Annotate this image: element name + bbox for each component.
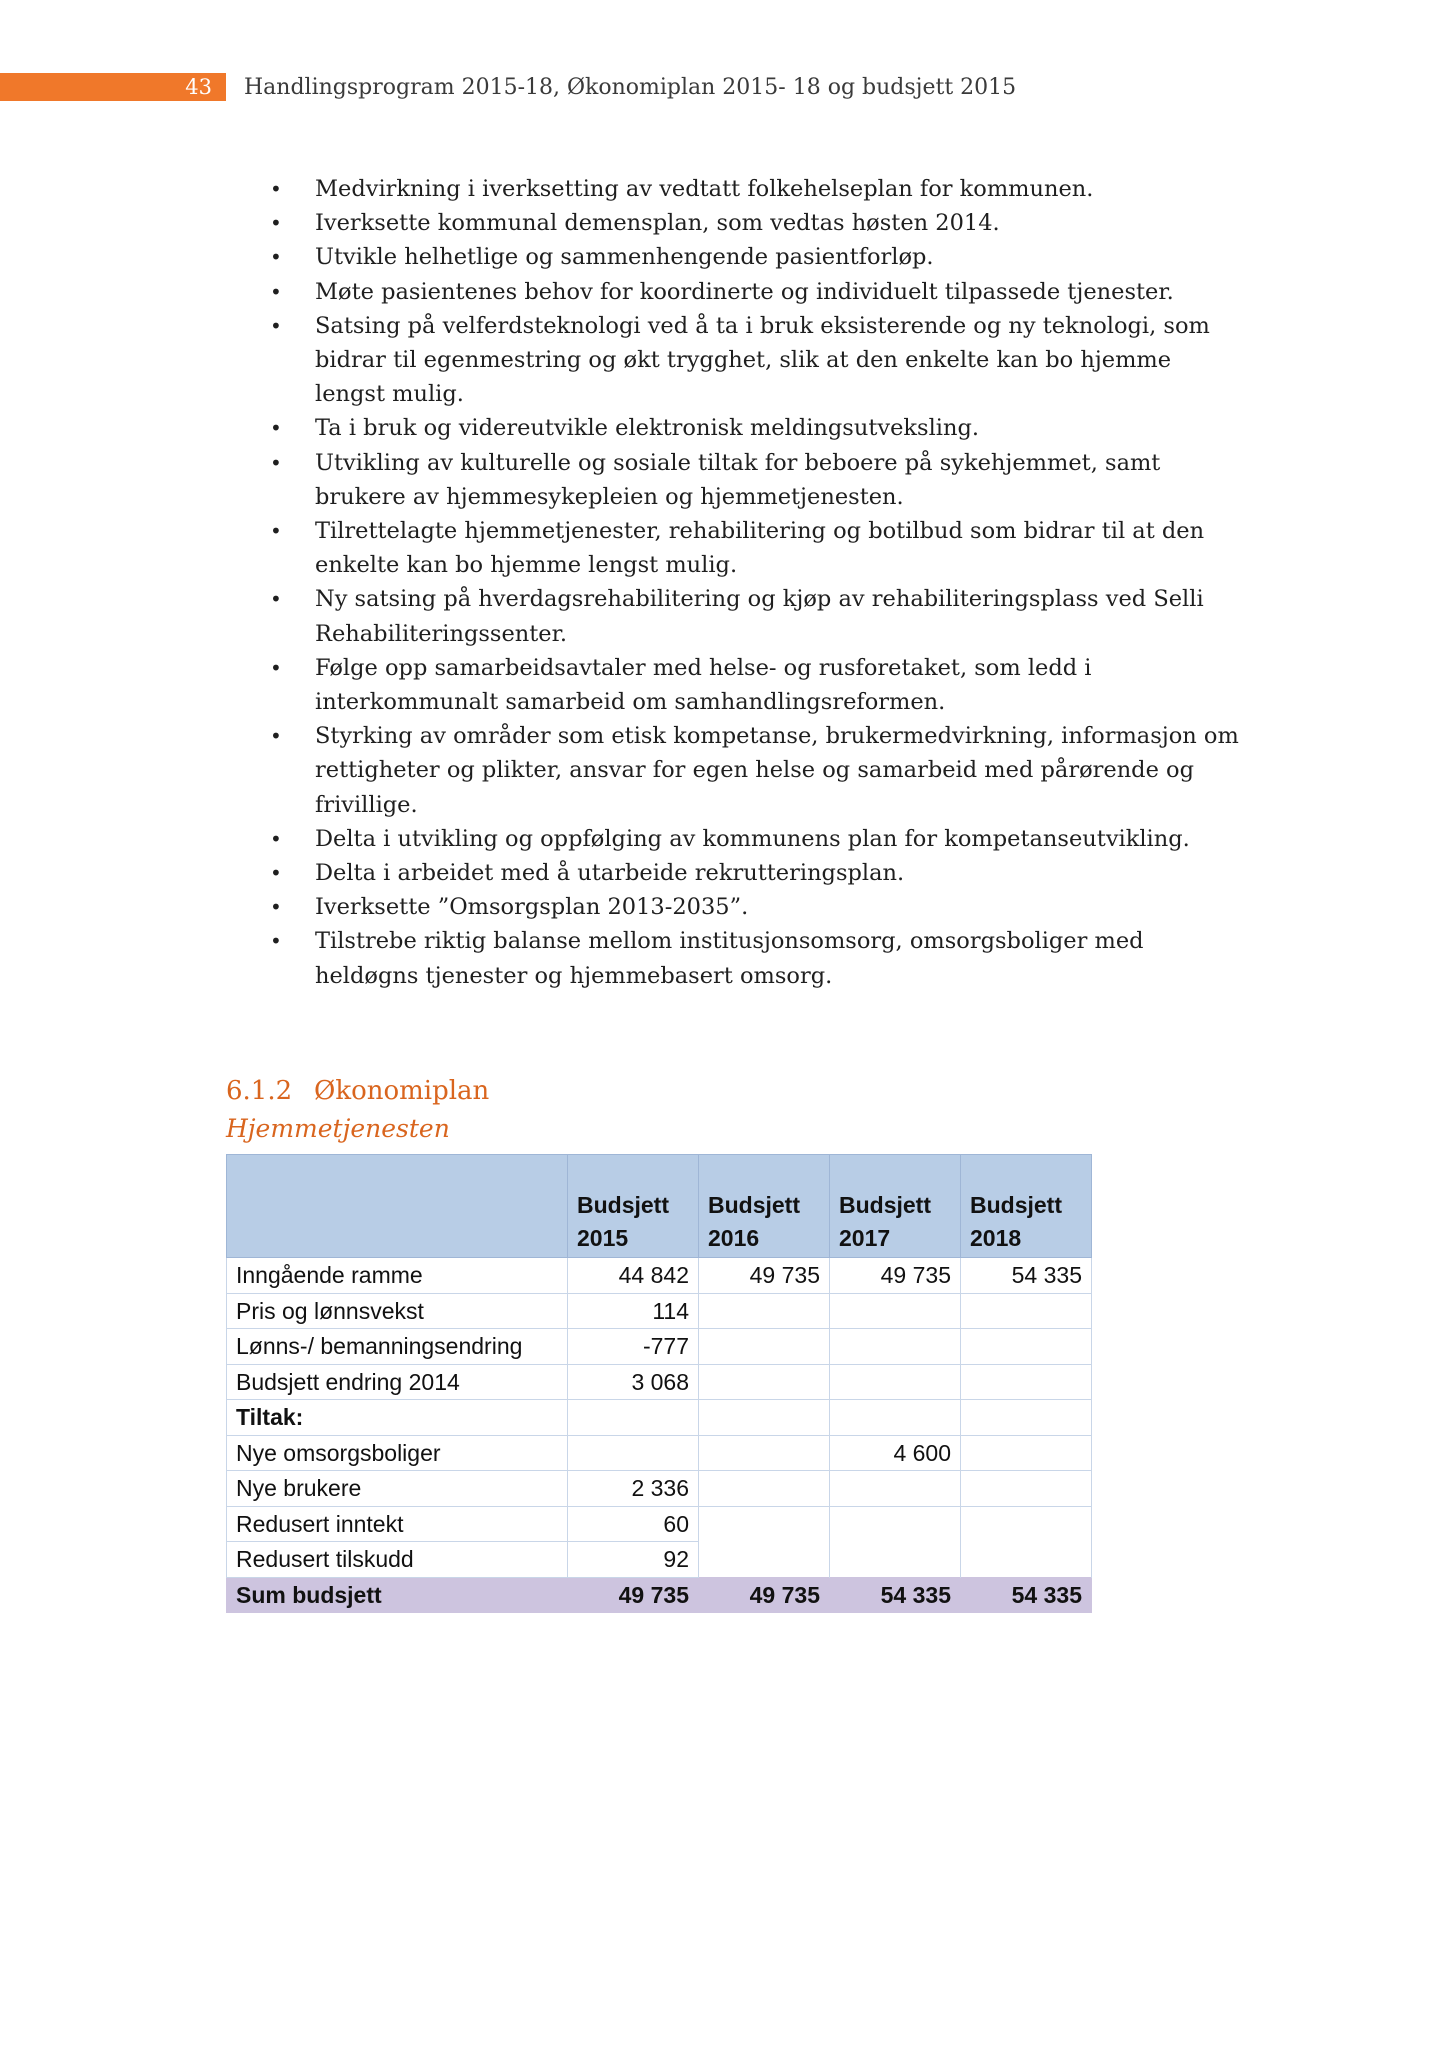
value-cell xyxy=(699,1364,830,1400)
cell-value: 114 xyxy=(652,1297,689,1324)
value-cell xyxy=(830,1329,961,1365)
table-row xyxy=(227,1506,1092,1542)
value-cell xyxy=(830,1577,961,1613)
bullet-dot-icon: • xyxy=(270,177,282,201)
bullet-dot-icon: • xyxy=(270,450,282,475)
row-label: Redusert tilskudd xyxy=(236,1546,414,1572)
bullet-item xyxy=(260,514,1260,582)
cell-value: 60 xyxy=(663,1510,689,1537)
bullet-line: Iverksette kommunal demensplan, som vedtas høsten 2014. xyxy=(315,210,1000,237)
bullet-dot-icon: • xyxy=(270,929,282,954)
bullet-item xyxy=(260,719,1260,822)
running-title: Handlingsprogram 2015-18, Økonomiplan 2015- 18 og budsjett 2015 xyxy=(244,75,1017,100)
row-label-cell xyxy=(227,1577,568,1613)
value-cell xyxy=(961,1293,1092,1329)
value-cell xyxy=(568,1258,699,1294)
table-header-row xyxy=(227,1155,1092,1258)
table-row xyxy=(227,1435,1092,1471)
bullet-dot-icon: • xyxy=(270,245,282,270)
bullet-line: Delta i arbeidet med å utarbeide rekrutteringsplan. xyxy=(315,860,905,887)
header-text: Budsjett 2015 xyxy=(577,1192,669,1251)
table-row xyxy=(227,1258,1092,1294)
value-cell xyxy=(568,1506,699,1542)
value-cell xyxy=(568,1364,699,1400)
table-row xyxy=(227,1293,1092,1329)
bullet-item xyxy=(260,582,1260,650)
bullet-line: frivillige. xyxy=(315,791,418,818)
bullet-dot-icon: • xyxy=(270,416,282,441)
header-text: Budsjett 2016 xyxy=(708,1192,800,1251)
bullet-line: interkommunalt samarbeid om samhandlingsreformen. xyxy=(315,689,946,716)
table-row xyxy=(227,1329,1092,1365)
row-label: Nye brukere xyxy=(236,1475,362,1501)
bullet-line: Medvirkning i iverksetting av vedtatt folkehelseplan for kommunen. xyxy=(315,176,1094,202)
value-cell xyxy=(699,1577,830,1613)
bullet-item xyxy=(260,240,1260,274)
value-cell xyxy=(961,1329,1092,1365)
value-cell xyxy=(830,1471,961,1507)
header-cell xyxy=(568,1155,699,1258)
value-cell xyxy=(961,1542,1092,1578)
header-cell xyxy=(699,1155,830,1258)
bullet-dot-icon: • xyxy=(270,861,282,886)
header-cell xyxy=(961,1155,1092,1258)
bullet-item xyxy=(260,309,1260,412)
bullet-line: lengst mulig. xyxy=(315,381,464,408)
bullet-item xyxy=(260,822,1260,856)
section-heading xyxy=(226,1076,489,1106)
header-text: Budsjett 2017 xyxy=(839,1192,931,1251)
row-label-cell xyxy=(227,1400,568,1436)
value-cell xyxy=(961,1577,1092,1613)
bullet-dot-icon: • xyxy=(270,211,282,236)
value-cell xyxy=(830,1400,961,1436)
row-label: Inngående ramme xyxy=(236,1262,423,1288)
value-cell xyxy=(830,1435,961,1471)
value-cell xyxy=(961,1258,1092,1294)
bullet-dot-icon: • xyxy=(270,895,282,920)
bullet-line: Utvikling av kulturelle og sosiale tiltak for beboere på sykehjemmet, samt xyxy=(315,449,1161,476)
value-cell xyxy=(830,1364,961,1400)
bullet-dot-icon: • xyxy=(270,655,282,680)
row-label-cell xyxy=(227,1293,568,1329)
sum-row xyxy=(227,1577,1092,1613)
bullet-line: Møte pasientenes behov for koordinerte og individuelt tilpassede tjenester. xyxy=(315,278,1174,305)
value-cell xyxy=(830,1258,961,1294)
value-cell xyxy=(699,1471,830,1507)
value-cell xyxy=(568,1577,699,1613)
bullet-line: Tilstrebe riktig balanse mellom institusjonsomsorg, omsorgsboliger med xyxy=(315,928,1144,955)
value-cell xyxy=(568,1400,699,1436)
bullet-line: Satsing på velferdsteknologi ved å ta i bruk eksisterende og ny teknologi, som xyxy=(315,312,1210,339)
value-cell xyxy=(961,1506,1092,1542)
value-cell xyxy=(961,1400,1092,1436)
row-label-cell xyxy=(227,1258,568,1294)
value-cell xyxy=(830,1542,961,1578)
cell-value: 92 xyxy=(663,1546,689,1572)
value-cell xyxy=(699,1400,830,1436)
value-cell xyxy=(568,1293,699,1329)
bullet-line: Rehabiliteringssenter. xyxy=(315,620,568,647)
bullet-list xyxy=(260,172,1260,993)
bullet-dot-icon: • xyxy=(270,826,282,851)
bullet-line: Tilrettelagte hjemmetjenester, rehabilitering og botilbud som bidrar til at den xyxy=(315,518,1205,545)
bullet-line: bidrar til egenmestring og økt trygghet, slik at den enkelte kan bo hjemme xyxy=(315,347,1172,374)
row-label: Sum budsjett xyxy=(236,1581,382,1608)
bullet-line: heldøgns tjenester og hjemmebasert omsorg. xyxy=(315,962,833,989)
cell-value: 54 335 xyxy=(1011,1262,1082,1288)
cell-value: 44 842 xyxy=(618,1262,689,1288)
bullet-item xyxy=(260,411,1260,445)
bullet-item xyxy=(260,651,1260,719)
table-row xyxy=(227,1364,1092,1400)
value-cell xyxy=(699,1329,830,1365)
row-label-cell xyxy=(227,1542,568,1578)
value-cell xyxy=(699,1293,830,1329)
row-label: Pris og lønnsvekst xyxy=(236,1297,424,1324)
value-cell xyxy=(699,1435,830,1471)
bullet-item xyxy=(260,924,1260,992)
bullet-item xyxy=(260,446,1260,514)
bullet-line: rettigheter og plikter, ansvar for egen helse og samarbeid med pårørende og xyxy=(315,757,1195,784)
bullet-item xyxy=(260,172,1260,206)
value-cell xyxy=(961,1471,1092,1507)
cell-value: 54 335 xyxy=(1011,1581,1082,1608)
value-cell xyxy=(568,1329,699,1365)
bullet-dot-icon: • xyxy=(270,279,282,304)
section-subtitle: Hjemmetjenesten xyxy=(226,1114,450,1143)
cell-value: 3 068 xyxy=(631,1368,689,1395)
page-number: 43 xyxy=(185,75,212,99)
row-label: Budsjett endring 2014 xyxy=(236,1368,460,1395)
value-cell xyxy=(699,1258,830,1294)
budget-table xyxy=(226,1154,1092,1613)
value-cell xyxy=(961,1364,1092,1400)
table-row xyxy=(227,1542,1092,1578)
bullet-dot-icon: • xyxy=(270,313,282,338)
bullet-item xyxy=(260,206,1260,240)
row-label-cell xyxy=(227,1364,568,1400)
bullet-item xyxy=(260,890,1260,924)
table-row xyxy=(227,1471,1092,1507)
header-cell xyxy=(830,1155,961,1258)
bullet-line: Ny satsing på hverdagsrehabilitering og kjøp av rehabiliteringsplass ved Selli xyxy=(315,586,1204,613)
bullet-line: Delta i utvikling og oppfølging av kommunens plan for kompetanseutvikling. xyxy=(315,825,1190,852)
bullet-item xyxy=(260,275,1260,309)
cell-value: 49 735 xyxy=(749,1262,820,1288)
value-cell xyxy=(699,1506,830,1542)
cell-value: 4 600 xyxy=(893,1439,951,1466)
table-row xyxy=(227,1400,1092,1436)
section-title: Økonomiplan xyxy=(314,1076,490,1106)
value-cell xyxy=(568,1435,699,1471)
cell-value: 49 735 xyxy=(749,1581,820,1608)
value-cell xyxy=(568,1542,699,1578)
cell-value: -777 xyxy=(642,1333,689,1359)
row-label-cell xyxy=(227,1329,568,1365)
cell-value: 49 735 xyxy=(618,1581,689,1608)
bullet-dot-icon: • xyxy=(270,519,282,544)
value-cell xyxy=(830,1506,961,1542)
bullet-line: enkelte kan bo hjemme lengst mulig. xyxy=(315,552,738,579)
bullet-line: Følge opp samarbeidsavtaler med helse- og rusforetaket, som ledd i xyxy=(315,654,1092,681)
row-label: Nye omsorgsboliger xyxy=(236,1439,441,1466)
cell-value: 2 336 xyxy=(631,1475,689,1501)
bullet-line: Utvikle helhetlige og sammenhengende pasientforløp. xyxy=(315,244,934,271)
bullet-line: Styrking av områder som etisk kompetanse, brukermedvirkning, informasjon om xyxy=(315,723,1239,750)
header-text: Budsjett 2018 xyxy=(970,1192,1062,1251)
bullet-item xyxy=(260,856,1260,890)
bullet-line: Iverksette ”Omsorgsplan 2013-2035”. xyxy=(315,894,749,921)
bullet-line: brukere av hjemmesykepleien og hjemmetjenesten. xyxy=(315,483,904,510)
header-cell xyxy=(227,1155,568,1258)
value-cell xyxy=(830,1293,961,1329)
bullet-dot-icon: • xyxy=(270,587,282,612)
row-label-cell xyxy=(227,1471,568,1507)
row-label: Redusert inntekt xyxy=(236,1510,404,1537)
value-cell xyxy=(699,1542,830,1578)
bullet-dot-icon: • xyxy=(270,724,282,749)
cell-value: 49 735 xyxy=(880,1262,951,1288)
bullet-line: Ta i bruk og videreutvikle elektronisk meldingsutveksling. xyxy=(315,415,980,442)
row-label: Tiltak: xyxy=(236,1404,304,1430)
cell-value: 54 335 xyxy=(880,1581,951,1608)
section-number: 6.1.2 xyxy=(226,1076,293,1106)
row-label-cell xyxy=(227,1506,568,1542)
row-label-cell xyxy=(227,1435,568,1471)
value-cell xyxy=(961,1435,1092,1471)
value-cell xyxy=(568,1471,699,1507)
row-label: Lønns-/ bemanningsendring xyxy=(236,1333,523,1359)
